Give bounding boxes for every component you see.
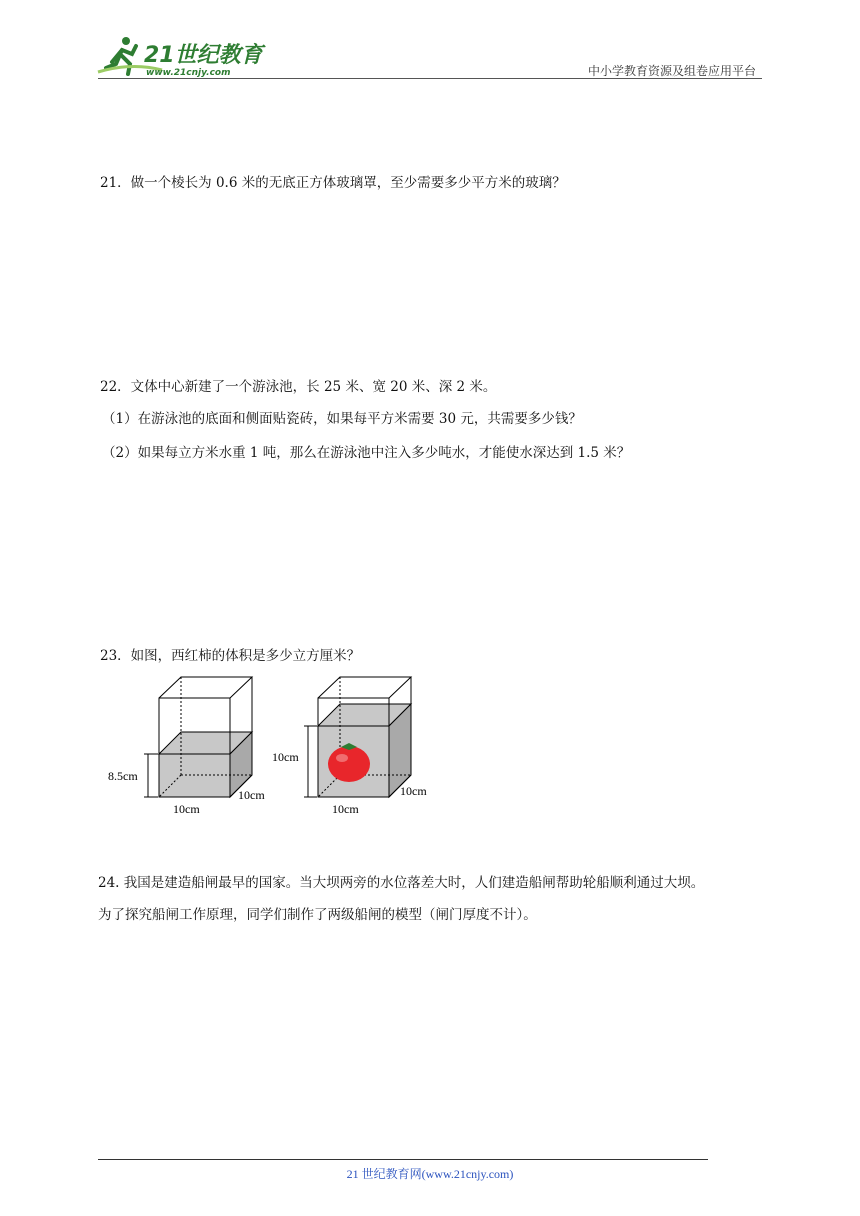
footer-link[interactable]: 21 世纪教育网(www.21cnjy.com)	[346, 1167, 514, 1181]
logo-text: 21世纪教育	[144, 43, 263, 68]
logo-url: www.21cnjy.com	[146, 68, 231, 78]
question-21: 21．做一个棱长为 0.6 米的无底正方体玻璃罩，至少需要多少平方米的玻璃？	[100, 175, 566, 191]
platform-label: 中小学教育资源及组卷应用平台	[587, 64, 756, 78]
left-width-label: 10cm	[173, 802, 200, 816]
footer-divider	[98, 1159, 708, 1160]
right-width-label: 10cm	[332, 802, 359, 816]
question-22-part-2: （2）如果每立方米水重 1 吨，那么在游泳池中注入多少吨水，才能使水深达到 1.5 米？	[102, 445, 631, 461]
question-24-line-2: 为了探究船闸工作原理，同学们制作了两级船闸的模型（闸门厚度不计）。	[98, 907, 537, 923]
cube-containers-figure	[100, 672, 460, 822]
question-22-part-1: （1）在游泳池的底面和侧面贴瓷砖，如果每平方米需要 30 元，共需要多少钱？	[102, 411, 582, 427]
left-height-label: 8.5cm	[108, 769, 138, 783]
question-24-line-1: 24. 我国是建造船闸最早的国家。当大坝两旁的水位落差大时，人们建造船闸帮助轮船顺利通过大坝。	[98, 875, 705, 891]
question-22: 22．文体中心新建了一个游泳池，长 25 米、宽 20 米、深 2 米。	[100, 379, 497, 395]
right-depth-label: 10cm	[400, 784, 427, 798]
question-23: 23．如图，西红柿的体积是多少立方厘米？	[100, 648, 361, 664]
header-divider	[98, 78, 762, 79]
container-water-only	[144, 677, 252, 797]
right-height-label: 10cm	[272, 750, 299, 764]
site-logo	[92, 32, 272, 80]
left-depth-label: 10cm	[238, 788, 265, 802]
